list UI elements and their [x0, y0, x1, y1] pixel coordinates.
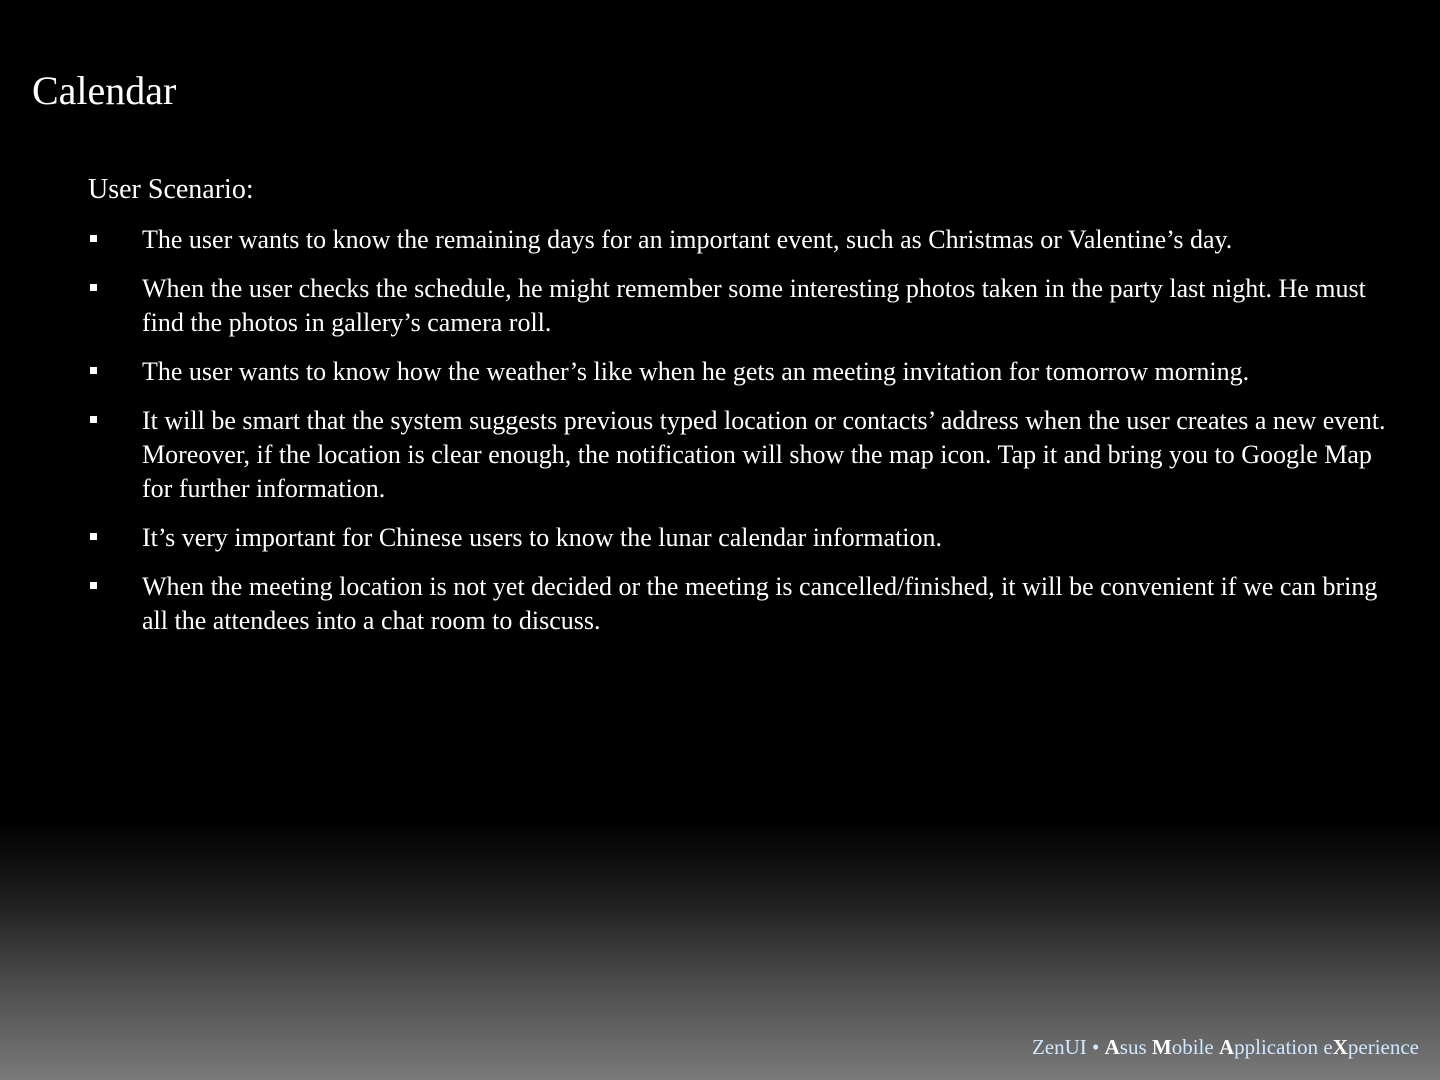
- bullet-item: [88, 223, 1388, 257]
- square-bullet-icon: [90, 367, 97, 374]
- bullet-item: [88, 404, 1388, 506]
- bullet-text: The user wants to know the remaining days for an important event, such as Christmas or Valentine’s day.: [142, 225, 1233, 254]
- footer-text-pplication: pplication e: [1234, 1035, 1333, 1059]
- bullet-item: [88, 272, 1388, 340]
- square-bullet-icon: [90, 533, 97, 540]
- footer-letter-a: A: [1104, 1035, 1120, 1059]
- bullet-item: [88, 570, 1388, 638]
- footer-letter-m: M: [1151, 1035, 1172, 1059]
- slide-title: Calendar: [32, 68, 177, 113]
- slide-content: [88, 173, 1388, 653]
- footer-letter-x: X: [1332, 1035, 1348, 1059]
- bullet-text: When the user checks the schedule, he might remember some interesting photos taken in the party last night. He must find the photos in gallery’s camera roll.: [142, 274, 1366, 337]
- footer-text-sus: sus: [1119, 1035, 1152, 1059]
- bullet-list: [88, 223, 1388, 638]
- footer-prefix: ZenUI •: [1031, 1035, 1105, 1059]
- section-heading: User Scenario:: [88, 174, 254, 205]
- square-bullet-icon: [90, 284, 97, 291]
- footer-text-perience: perience: [1347, 1035, 1419, 1059]
- bullet-item: [88, 355, 1388, 389]
- bullet-text: When the meeting location is not yet decided or the meeting is cancelled/finished, it will be convenient if we can bring all the attendees into a chat room to discuss.: [142, 572, 1378, 635]
- bullet-text: It will be smart that the system suggests previous typed location or contacts’ address when the user creates a new event. Moreover, if the location is clear enough, the notification will show the map icon. Tap it and bring you to Google Map for further information.: [142, 406, 1386, 503]
- square-bullet-icon: [90, 416, 97, 423]
- bullet-item: [88, 521, 1388, 555]
- footer-letter-a2: A: [1218, 1035, 1235, 1059]
- footer-text-obile: obile: [1171, 1035, 1219, 1059]
- bullet-text: The user wants to know how the weather’s like when he gets an meeting invitation for tomorrow morning.: [142, 357, 1250, 386]
- bullet-text: It’s very important for Chinese users to know the lunar calendar information.: [142, 523, 943, 552]
- square-bullet-icon: [90, 582, 97, 589]
- square-bullet-icon: [90, 235, 97, 242]
- footer-branding: [1032, 1034, 1419, 1060]
